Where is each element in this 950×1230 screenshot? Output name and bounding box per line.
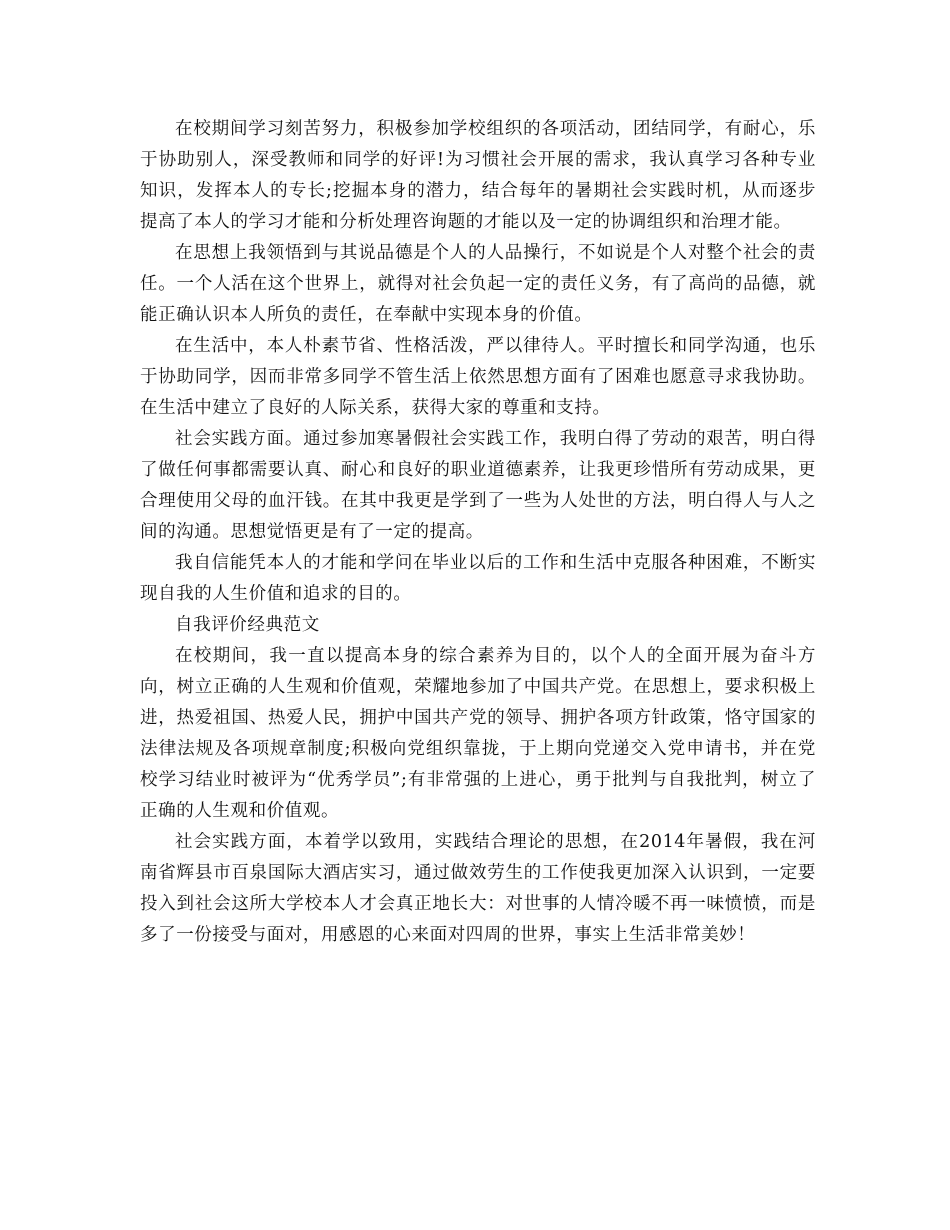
paragraph-confidence: 我自信能凭本人的才能和学问在毕业以后的工作和生活中克服各种困难，不断实现自我的人生价值和追求的目的。 <box>140 553 816 604</box>
paragraph-social-practice: 社会实践方面。通过参加寒暑假社会实践工作，我明白得了劳动的艰苦，明白得了做任何事都需要认真、耐心和良好的职业道德素养，让我更珍惜所有劳动成果，更合理使用父母的血汗钱。在其中我更是学到了一些为人处世的方法，明白得人与人之间的沟通。思想觉悟更是有了一定的提高。 <box>140 429 816 542</box>
paragraph-school-period: 在校期间，我一直以提高本身的综合素养为目的，以个人的全面开展为奋斗方向，树立正确的人生观和价值观，荣耀地参加了中国共产党。在思想上，要求积极上进，热爱祖国、热爱人民，拥护中国共产党的领导、拥护各项方针政策，恪守国家的法律法规及各项规章制度;积极向党组织靠拢，于上期向党递交入党申请书，并在党校学习结业时被评为“优秀学员”;有非常强的上进心，勇于批判与自我批判，树立了正确的人生观和价值观。 <box>140 646 816 821</box>
section-heading: 自我评价经典范文 <box>175 615 320 635</box>
document-body <box>140 114 816 951</box>
paragraph-life: 在生活中，本人朴素节省、性格活泼，严以律待人。平时擅长和同学沟通，也乐于协助同学，因而非常多同学不管生活上依然思想方面有了困难也愿意寻求我协助。在生活中建立了良好的人际关系，获得大家的尊重和支持。 <box>140 336 816 418</box>
paragraph-thought: 在思想上我领悟到与其说品德是个人的人品操行，不如说是个人对整个社会的责任。一个人活在这个世界上，就得对社会负起一定的责任义务，有了高尚的品德，就能正确认识本人所负的责任，在奉献中实现本身的价值。 <box>140 243 816 325</box>
paragraph-study: 在校期间学习刻苦努力，积极参加学校组织的各项活动，团结同学，有耐心，乐于协助别人，深受教师和同学的好评!为习惯社会开展的需求，我认真学习各种专业知识，发挥本人的专长;挖掘本身的潜力，结合每年的暑期社会实践时机，从而逐步提高了本人的学习才能和分析处理咨询题的才能以及一定的协调组织和治理才能。 <box>140 119 816 232</box>
paragraph-internship: 社会实践方面，本着学以致用，实践结合理论的思想，在2014年暑假，我在河南省辉县市百泉国际大酒店实习，通过做效劳生的工作使我更加深入认识到，一定要投入到社会这所大学校本人才会真正地长大：对世事的人情冷暖不再一味愤愤，而是多了一份接受与面对，用感恩的心来面对四周的世界，事实上生活非常美妙！ <box>140 832 816 945</box>
